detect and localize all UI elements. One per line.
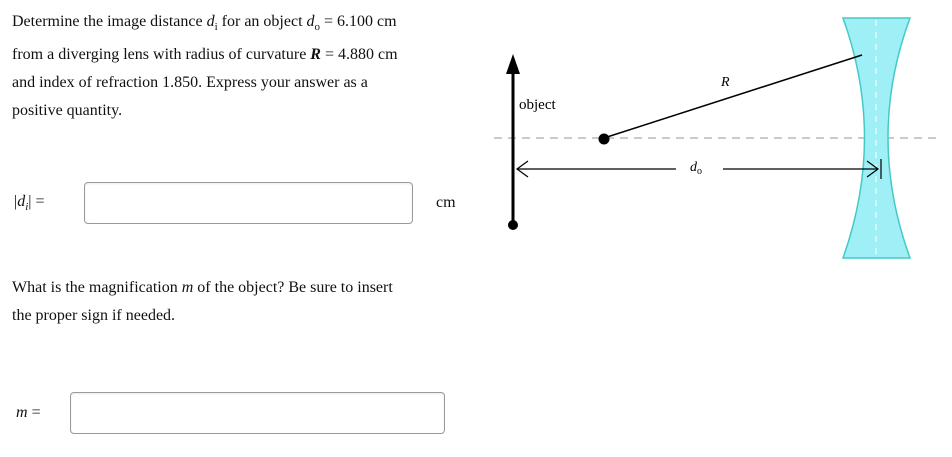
diverging-lens (843, 18, 910, 258)
abs-bar-right-equals: | = (28, 192, 45, 210)
question-2-text (12, 274, 472, 330)
object-distance-value: = 6.100 cm (320, 13, 397, 30)
lens-diagram (480, 0, 952, 300)
object-distance-subscript: o (314, 21, 321, 34)
question-2-line1-b: of the object? Be sure to insert (193, 279, 393, 296)
unit-label-cm: cm (436, 194, 456, 211)
image-distance-symbol: d (206, 13, 215, 30)
question-1-text (12, 8, 472, 125)
radius-label: R (721, 75, 730, 90)
question-1-line4: positive quantity. (12, 102, 123, 120)
center-of-curvature-point (599, 134, 610, 145)
image-distance-answer-label (14, 193, 84, 213)
question-2-line2: the proper sign if needed. (12, 307, 176, 324)
object-distance-label-sub: o (697, 166, 702, 177)
magnification-label-symbol: m (16, 404, 28, 421)
object-base-point (508, 220, 518, 230)
abs-bar-left: | (14, 192, 18, 210)
question-1-line1-b: for an object (217, 13, 307, 30)
radius-symbol: R (310, 46, 321, 64)
image-distance-label-symbol: d (17, 192, 26, 210)
magnification-equals: = (27, 404, 41, 421)
object-distance-label-var: d (690, 160, 697, 175)
magnification-symbol: m (181, 279, 194, 296)
question-1-line2-a: from a diverging lens with radius of curvature (12, 46, 311, 64)
object-arrow-head (506, 54, 520, 74)
magnification-input[interactable] (70, 392, 445, 434)
image-distance-subscript: i (214, 21, 218, 34)
question-1-line3: and index of refraction 1.850. Express your answer as a (12, 74, 368, 92)
question-1-line1-a: Determine the image distance (12, 13, 207, 30)
image-distance-answer-row (14, 182, 456, 224)
object-distance-symbol: d (306, 13, 315, 30)
magnification-answer-row (16, 392, 445, 434)
radius-value: = 4.880 cm (320, 46, 398, 64)
question-2-line1-a: What is the magnification (12, 279, 182, 296)
image-distance-label-subscript: i (25, 201, 29, 214)
image-distance-input[interactable] (84, 182, 413, 224)
object-label: object (519, 97, 556, 113)
object-distance-label (690, 160, 702, 177)
magnification-answer-label (16, 404, 70, 422)
radius-line (604, 55, 862, 138)
